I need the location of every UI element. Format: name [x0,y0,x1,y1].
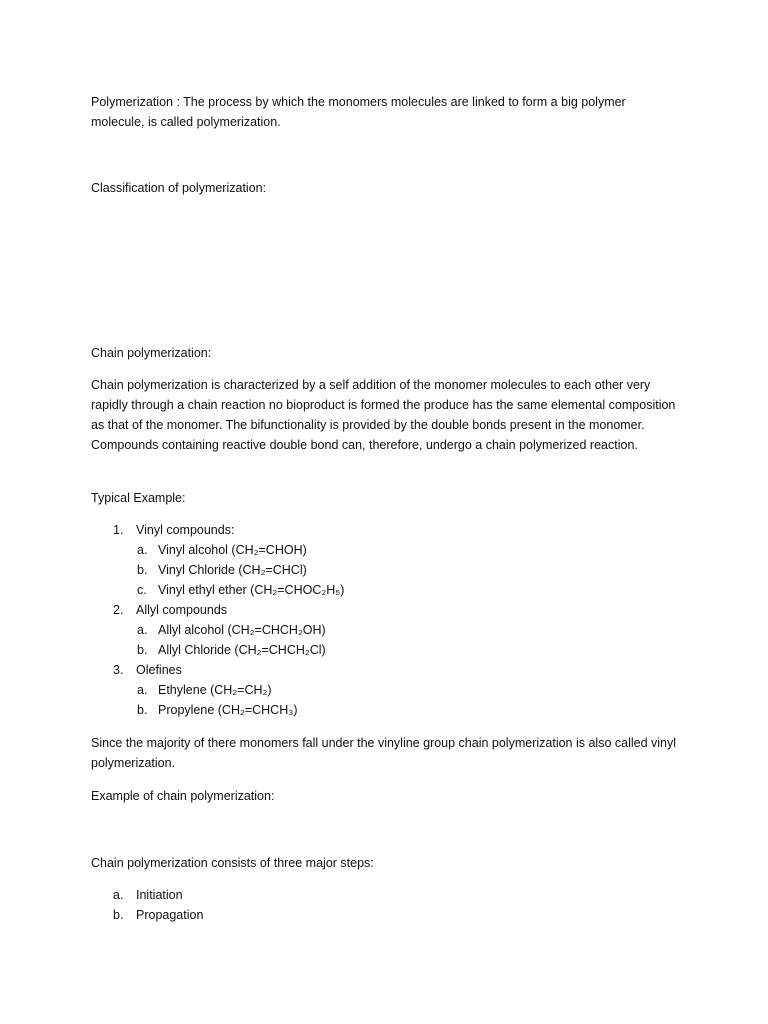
sub-list-text: Vinyl Chloride (CH₂=CHCl) [158,563,307,577]
vinyl-note-paragraph: Since the majority of there monomers fall under the vinyline group chain polymerization is also called vinyl polymerization. [91,736,677,770]
sub-list-item [91,560,681,580]
sub-list-text: Allyl Chloride (CH₂=CHCH₂Cl) [158,643,326,657]
list-label: Vinyl compounds: [136,523,235,537]
definition-paragraph: Polymerization : The process by which the monomers molecules are linked to form a big polymer molecule, is called polymerization. [91,95,626,129]
sub-list-letter: b. [137,703,148,717]
list-number: 2. [113,603,124,617]
list-item [91,520,681,540]
sub-list-letter: c. [137,583,147,597]
step-text: Propagation [136,908,204,922]
sub-list-text: Vinyl ethyl ether (CH₂=CHOC₂H₅) [158,583,345,597]
example-list [91,520,681,720]
sub-list-letter: a. [137,543,148,557]
typical-example-heading: Typical Example: [91,491,186,505]
sub-list-letter: b. [137,563,148,577]
list-number: 1. [113,523,124,537]
sub-list-item [91,620,681,640]
sub-list-text: Ethylene (CH₂=CH₂) [158,683,272,697]
sub-list-item [91,540,681,560]
list-item [91,660,681,680]
chain-heading: Chain polymerization: [91,346,212,360]
sub-list-text: Propylene (CH₂=CHCH₃) [158,703,298,717]
step-letter: b. [113,908,124,922]
sub-list-letter: a. [137,683,148,697]
sub-list-letter: a. [137,623,148,637]
list-item [91,600,681,620]
steps-heading: Chain polymerization consists of three major steps: [91,856,374,870]
chain-paragraph: Chain polymerization is characterized by a self addition of the monomer molecules to each other very rapidly through a chain reaction no bioproduct is formed the produce has the same elemental composition as that of the monomer. The bifunctionality is provided by the double bonds present in the monomer. Compounds containing reactive double bond can, therefore, undergo a chain polymerized reaction. [91,378,676,452]
sub-list-letter: b. [137,643,148,657]
list-label: Olefines [136,663,182,677]
list-number: 3. [113,663,124,677]
list-label: Allyl compounds [136,603,228,617]
sub-list-item [91,700,681,720]
sub-list-item [91,580,681,600]
list-item [91,885,681,905]
sub-list-item [91,680,681,700]
sub-list-item [91,640,681,660]
step-letter: a. [113,888,124,902]
example-heading: Example of chain polymerization: [91,789,275,803]
sub-list-text: Allyl alcohol (CH₂=CHCH₂OH) [158,623,326,637]
step-text: Initiation [136,888,183,902]
classification-heading: Classification of polymerization: [91,181,267,195]
steps-list [91,885,681,925]
list-item [91,905,681,925]
sub-list-text: Vinyl alcohol (CH₂=CHOH) [158,543,307,557]
